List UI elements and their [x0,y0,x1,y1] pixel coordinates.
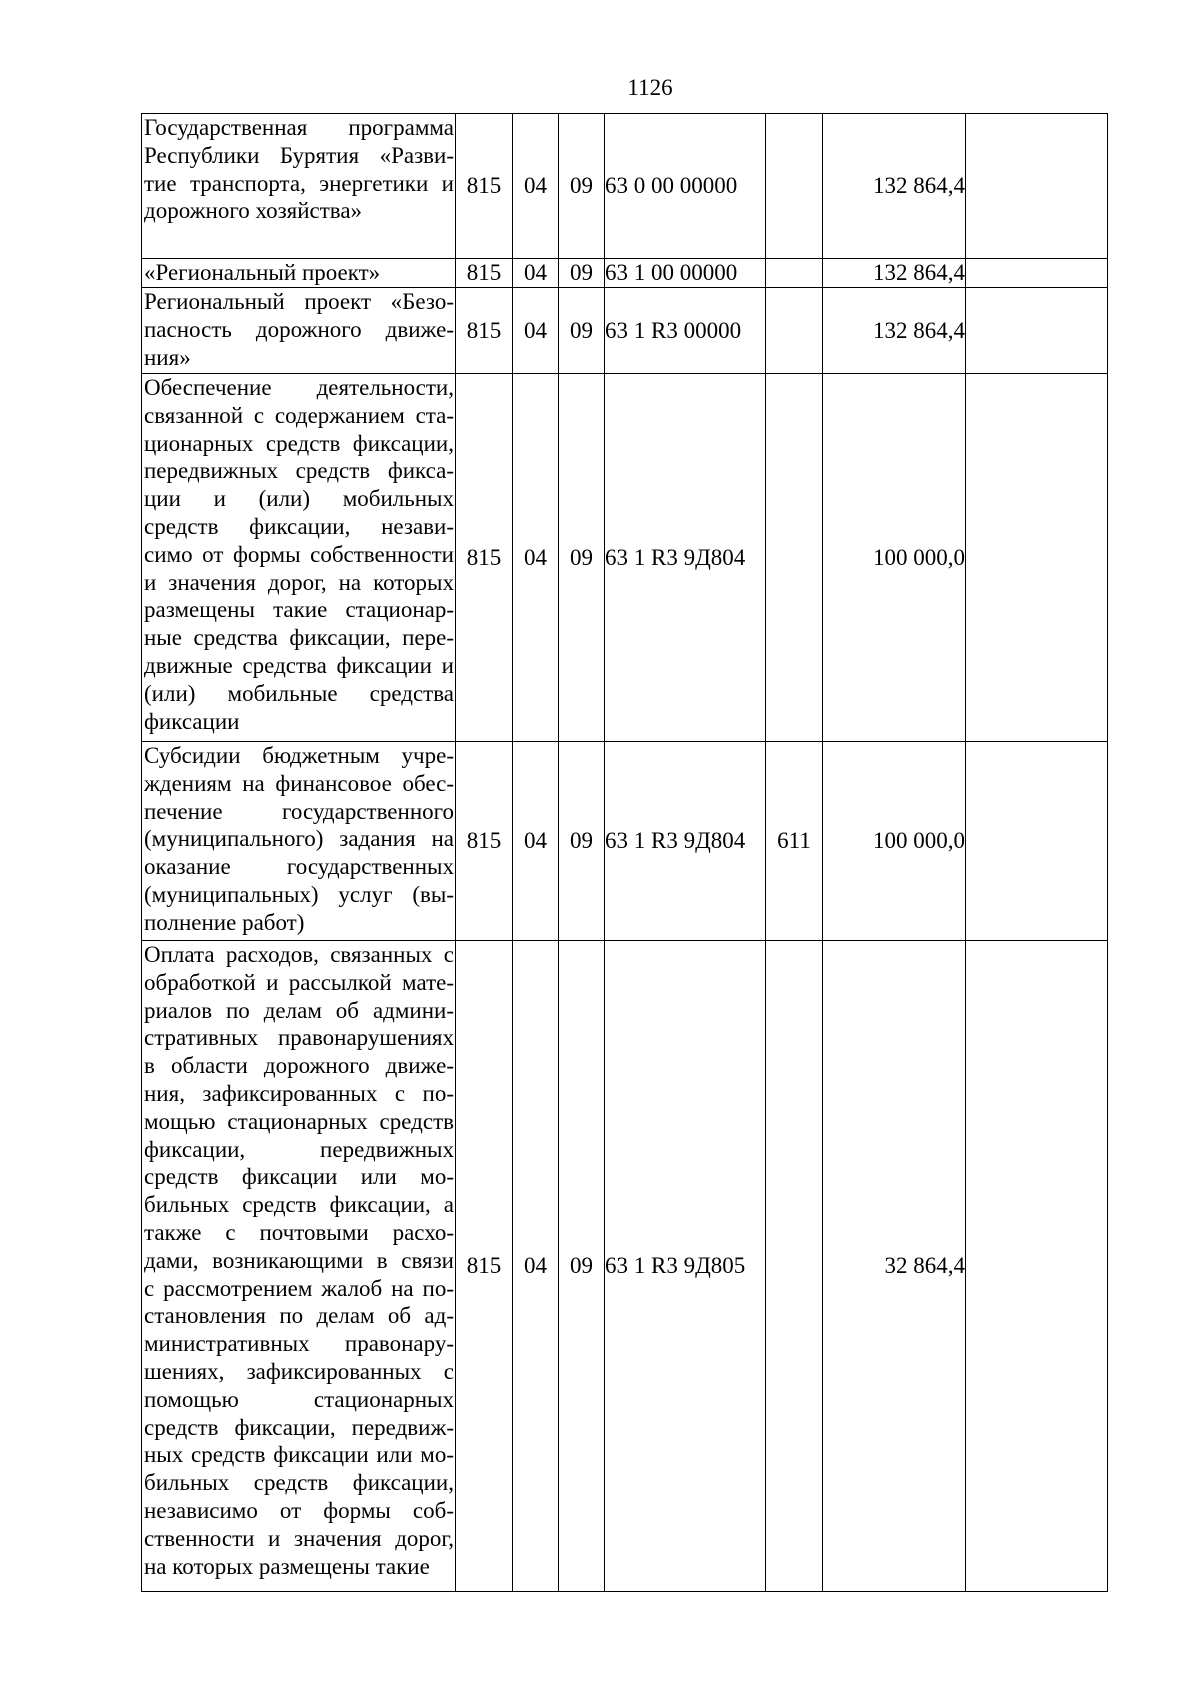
expense-name-line: Субсидии бюджетным учре- [144,743,454,768]
expense-name-line: печение государственного [144,798,454,824]
extra-amount-cell [966,259,1108,288]
expense-name-line: шениях, зафиксированных с [144,1358,454,1384]
expense-name-line: фиксации, передвижных [144,1136,454,1162]
expense-name-line: также с почтовыми расхо- [144,1219,454,1245]
admin-code-cell: 815 [456,374,513,742]
section-code-cell: 04 [513,288,559,374]
target-code-cell: 63 1 R3 9Д805 [605,941,766,1592]
expense-name-line: движные средства фиксации и [144,652,454,678]
table-row [142,941,1108,1592]
expense-name-line: на которых размещены такие [144,1553,430,1579]
section-code-cell: 04 [513,742,559,941]
expense-type-cell: 611 [766,742,823,941]
amount-cell: 100 000,0 [823,742,966,941]
expense-name-line: бильных средств фиксации, [144,1470,454,1496]
subsection-code-cell: 09 [559,742,605,941]
target-code-cell: 63 1 00 00000 [605,259,766,288]
admin-code-cell: 815 [456,742,513,941]
expense-name-line: с рассмотрением жалоб на по- [144,1275,454,1301]
expense-name-line: оказание государственных [144,854,454,880]
expense-name-line: помощью стационарных [144,1386,454,1412]
expense-name-line: министративных правонару- [144,1331,454,1357]
expense-name-line: ственности и значения дорог, [144,1525,454,1551]
admin-code-cell: 815 [456,259,513,288]
admin-code-cell: 815 [456,288,513,374]
expense-name-line: бильных средств фиксации, а [144,1192,454,1218]
expense-type-cell [766,114,823,259]
expense-name-line: передвижных средств фикса- [144,458,454,484]
subsection-code-cell: 09 [559,259,605,288]
expense-name-line: Оплата расходов, связанных с [144,942,454,967]
expense-name-line: становления по делам об ад- [144,1303,454,1329]
expense-name-line: дорожного хозяйства» [144,198,363,224]
table-row [142,374,1108,742]
subsection-code-cell: 09 [559,114,605,259]
section-code-cell: 04 [513,374,559,742]
expense-name-cell [142,742,456,941]
expense-name-cell [142,941,456,1592]
expense-name-cell [142,288,456,374]
table-row [142,742,1108,941]
expense-name-line: риалов по делам об админи- [144,997,454,1023]
expense-name-line: средств фиксации, передвиж- [144,1414,454,1440]
expense-name-line: симо от формы собственности [144,541,454,567]
expense-name-line: мощью стационарных средств [144,1108,454,1134]
expense-name-line: связанной с содержанием ста- [144,402,454,428]
expense-name-line: ных средств фиксации или мо- [144,1442,454,1468]
amount-cell: 132 864,4 [823,114,966,259]
expense-name-line: и значения дорог, на которых [144,569,454,595]
expense-name-line: ния, зафиксированных с по- [144,1080,454,1106]
expense-name-line: Обеспечение деятельности, [144,375,454,400]
expense-name-line: в области дорожного движе- [144,1053,454,1079]
amount-cell: 32 864,4 [823,941,966,1592]
admin-code-cell: 815 [456,941,513,1592]
expense-name-line: средств фиксации или мо- [144,1164,454,1190]
extra-amount-cell [966,742,1108,941]
section-code-cell: 04 [513,941,559,1592]
target-code-cell: 63 1 R3 00000 [605,288,766,374]
expense-name-line: тие транспорта, энергетики и [144,170,454,196]
expense-name-line: (муниципальных) услуг (вы- [144,881,454,907]
expense-name-line: «Региональный проект» [144,260,381,285]
expense-name-line: пасность дорожного движе- [144,316,454,342]
section-code-cell: 04 [513,259,559,288]
expense-type-cell [766,941,823,1592]
expense-name-line: Региональный проект «Безо- [144,289,454,314]
expense-name-cell [142,259,456,288]
expense-name-line: Республики Бурятия «Разви- [144,142,454,168]
expense-name-line: ждениям на финансовое обес- [144,770,454,796]
expense-type-cell [766,288,823,374]
extra-amount-cell [966,374,1108,742]
amount-cell: 100 000,0 [823,374,966,742]
budget-table [141,113,1108,1592]
section-code-cell: 04 [513,114,559,259]
target-code-cell: 63 1 R3 9Д804 [605,374,766,742]
table-row [142,288,1108,374]
expense-type-cell [766,259,823,288]
expense-name-line: полнение работ) [144,909,305,935]
expense-name-line: фиксации [144,708,240,734]
subsection-code-cell: 09 [559,288,605,374]
table-row [142,259,1108,288]
expense-name-line: ционарных средств фиксации, [144,430,454,456]
admin-code-cell: 815 [456,114,513,259]
expense-name-line: (или) мобильные средства [144,680,454,706]
expense-name-line: (муниципального) задания на [144,826,454,852]
extra-amount-cell [966,941,1108,1592]
table-row [142,114,1108,259]
target-code-cell: 63 1 R3 9Д804 [605,742,766,941]
expense-name-cell [142,374,456,742]
expense-name-line: стративных правонарушениях [144,1025,454,1051]
subsection-code-cell: 09 [559,941,605,1592]
expense-name-line: Государственная программа [144,115,454,140]
expense-name-line: средств фиксации, незави- [144,513,454,539]
expense-name-line: ции и (или) мобильных [144,486,454,512]
expense-name-line: ные средства фиксации, пере- [144,625,454,651]
expense-name-cell [142,114,456,259]
target-code-cell: 63 0 00 00000 [605,114,766,259]
expense-name-line: обработкой и рассылкой мате- [144,969,454,995]
expense-name-line: независимо от формы соб- [144,1497,454,1523]
expense-name-line: дами, возникающими в связи [144,1247,454,1273]
expense-type-cell [766,374,823,742]
amount-cell: 132 864,4 [823,259,966,288]
page-number: 1126 [627,75,673,100]
extra-amount-cell [966,288,1108,374]
amount-cell: 132 864,4 [823,288,966,374]
expense-name-line: размещены такие стационар- [144,597,454,623]
expense-name-line: ния» [144,344,191,370]
extra-amount-cell [966,114,1108,259]
subsection-code-cell: 09 [559,374,605,742]
